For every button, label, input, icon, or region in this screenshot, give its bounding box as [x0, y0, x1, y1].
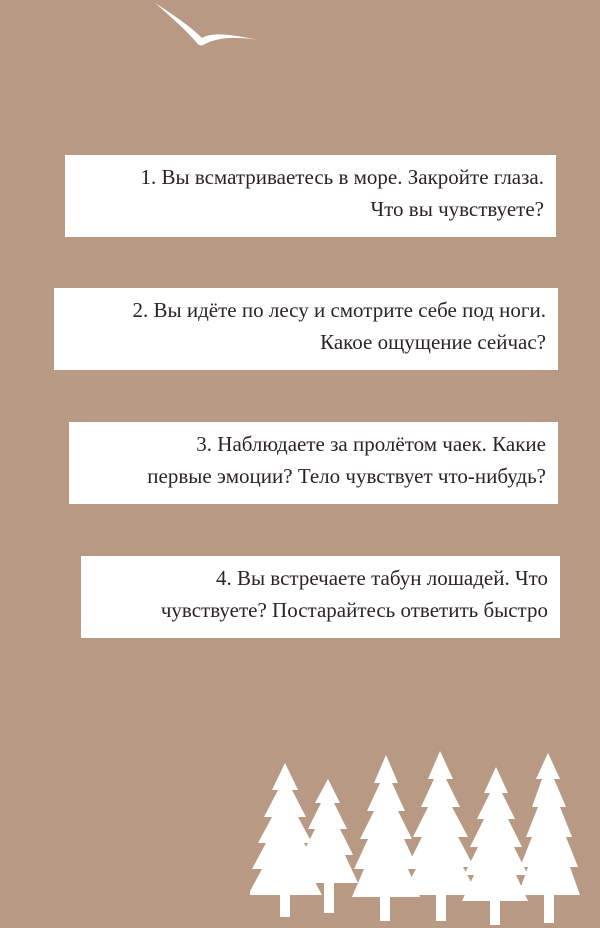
question-4-line-1: 4. Вы встречаете табун лошадей. Что — [215, 566, 548, 590]
question-1-line-2: Что вы чувствуете? — [370, 197, 544, 221]
question-3-line-2: первые эмоции? Тело чувствует что-нибудь? — [147, 464, 546, 488]
question-2-line-2: Какое ощущение сейчас? — [320, 330, 546, 354]
question-card-3 — [69, 422, 558, 504]
question-2-line-1: 2. Вы идёте по лесу и смотрите себе под ноги. — [132, 298, 546, 322]
question-card-1 — [65, 155, 556, 237]
question-4-line-2: чувствуете? Постарайтесь ответить быстро — [160, 598, 548, 622]
question-card-4 — [81, 556, 560, 638]
question-card-2 — [54, 288, 558, 370]
seagull-icon — [150, 0, 265, 50]
pine-forest-icon — [250, 745, 580, 928]
question-3-line-1: 3. Наблюдаете за пролётом чаек. Какие — [196, 432, 546, 456]
question-1-line-1: 1. Вы всматриваетесь в море. Закройте глаза. — [140, 165, 544, 189]
